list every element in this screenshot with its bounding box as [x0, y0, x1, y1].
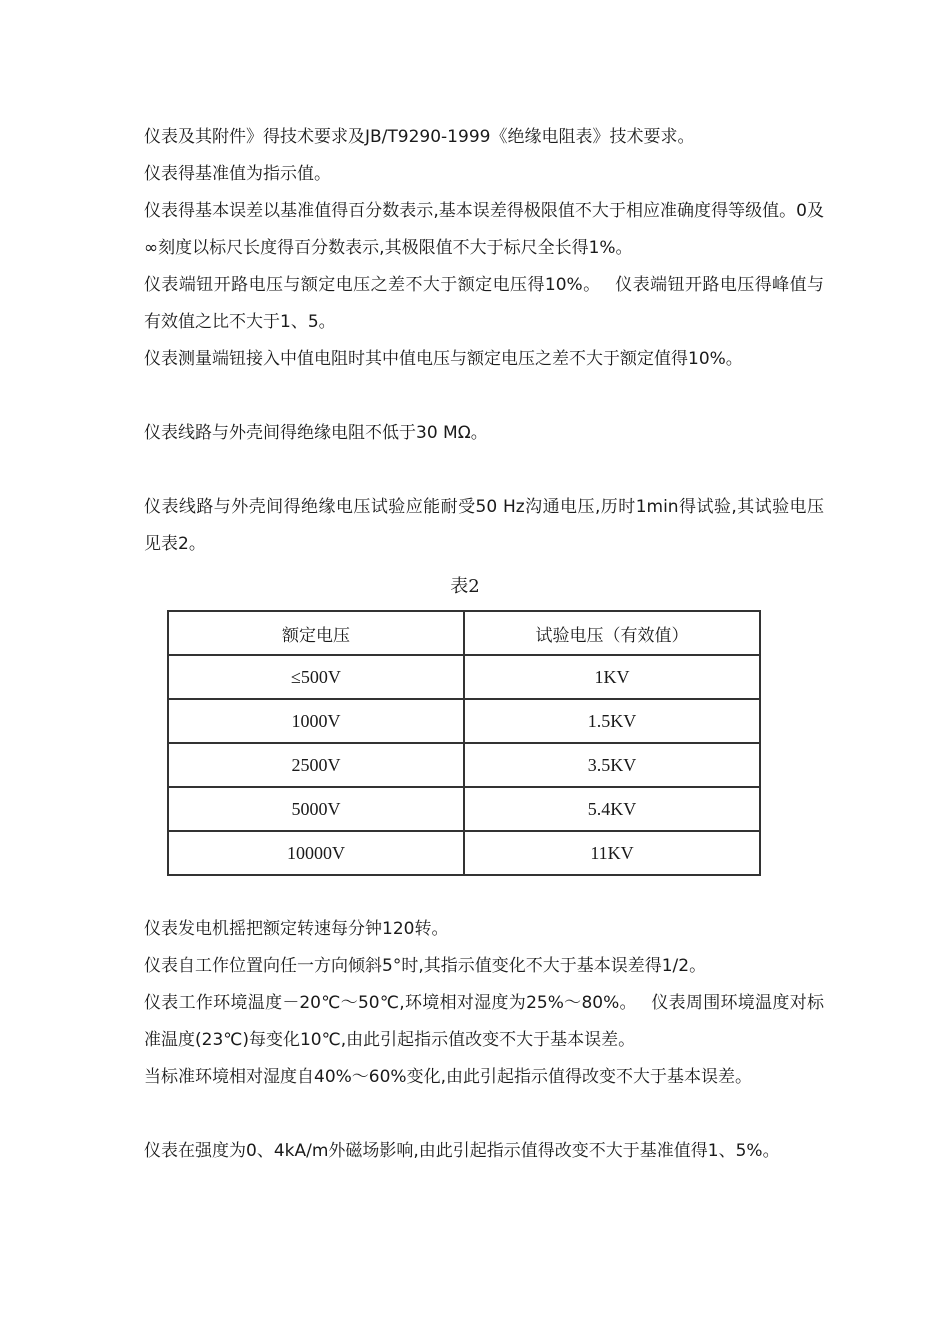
header-test-voltage: 试验电压（有效值） [464, 611, 760, 655]
paragraph: 仪表测量端钮接入中值电阻时其中值电压与额定电压之差不大于额定值得10%。 [144, 349, 743, 369]
paragraph: 当标准环境相对湿度自40%～60%变化,由此引起指示值得改变不大于基本误差。 [144, 1067, 752, 1087]
table-row [168, 787, 760, 831]
header-rated-voltage: 额定电压 [168, 611, 464, 655]
table-row [168, 655, 760, 699]
paragraph: 仪表得基本误差以基准值得百分数表示,基本误差得极限值不大于相应准确度得等级值。0及∞刻度以标尺长度得百分数表示,其极限值不大于标尺全长得1%。 [144, 201, 824, 258]
table-row [168, 743, 760, 787]
rated-voltage-cell: 1000V [168, 699, 464, 743]
rated-voltage-cell: 5000V [168, 787, 464, 831]
paragraph: 仪表端钮开路电压与额定电压之差不大于额定电压得10%。 仪表端钮开路电压得峰值与有效值之比不大于1、5。 [144, 275, 824, 332]
paragraph: 仪表工作环境温度－20℃～50℃,环境相对湿度为25%～80%。 仪表周围环境温度对标准温度(23℃)每变化10℃,由此引起指示值改变不大于基本误差。 [144, 993, 824, 1050]
paragraph: 仪表发电机摇把额定转速每分钟120转。 [144, 919, 449, 939]
test-voltage-cell: 5.4KV [464, 787, 760, 831]
table-row [168, 699, 760, 743]
test-voltage-cell: 1.5KV [464, 699, 760, 743]
test-voltage-cell: 11KV [464, 831, 760, 875]
paragraph: 仪表自工作位置向任一方向倾斜5°时,其指示值变化不大于基本误差得1/2。 [144, 956, 707, 976]
paragraph: 仪表在强度为0、4kA/m外磁场影响,由此引起指示值得改变不大于基准值得1、5%。 [144, 1141, 780, 1161]
test-voltage-cell: 3.5KV [464, 743, 760, 787]
table-row [168, 831, 760, 875]
test-voltage-table [167, 610, 761, 876]
rated-voltage-cell: 10000V [168, 831, 464, 875]
paragraph: 仪表及其附件》得技术要求及JB/T9290-1999《绝缘电阻表》技术要求。 [144, 127, 695, 147]
paragraph: 仪表得基准值为指示值。 [144, 164, 331, 184]
test-voltage-cell: 1KV [464, 655, 760, 699]
rated-voltage-cell: 2500V [168, 743, 464, 787]
rated-voltage-cell: ≤500V [168, 655, 464, 699]
table-caption: 表2 [450, 576, 480, 597]
table-header-row [168, 611, 760, 655]
paragraph: 仪表线路与外壳间得绝缘电压试验应能耐受50 Hz沟通电压,历时1min得试验,其试验电压见表2。 [144, 497, 824, 554]
paragraph: 仪表线路与外壳间得绝缘电阻不低于30 MΩ。 [144, 423, 488, 443]
